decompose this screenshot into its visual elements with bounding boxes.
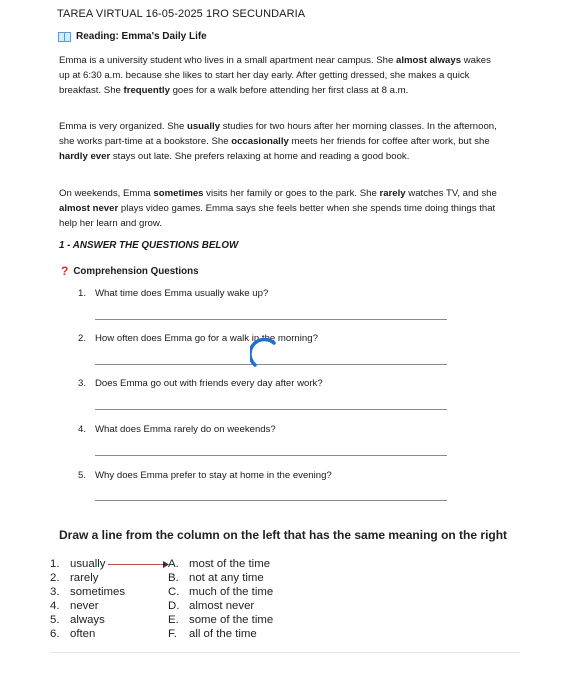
item-number: 6. — [50, 628, 60, 640]
reading-heading-label: Reading: Emma's Daily Life — [76, 31, 207, 42]
answer-line-3[interactable] — [95, 409, 447, 410]
item-number: 5. — [50, 614, 60, 626]
item-number: 2. — [50, 572, 60, 584]
matching-right-item[interactable] — [168, 571, 273, 585]
item-text: not at any time — [189, 572, 264, 584]
paragraph-text: Emma is very organized. She — [59, 121, 187, 132]
question-text: How often does Emma go for a walk in the morning? — [95, 333, 318, 344]
paragraph-text: visits her family or goes to the park. She — [203, 188, 380, 199]
question-text: What does Emma rarely do on weekends? — [95, 424, 276, 435]
question-number: 4. — [78, 424, 87, 435]
answer-section-heading: 1 - ANSWER THE QUESTIONS BELOW — [59, 240, 239, 251]
item-letter: A. — [168, 558, 179, 570]
matching-left-item[interactable] — [50, 627, 125, 641]
matching-right-item[interactable] — [168, 613, 273, 627]
matching-right-column — [168, 557, 273, 641]
item-text: sometimes — [70, 586, 126, 598]
frequency-adverb: almost always — [396, 55, 462, 66]
frequency-adverb: almost never — [59, 202, 119, 214]
answer-line-1[interactable] — [95, 319, 447, 320]
paragraph-text: wakes up at 6:30 a.m. because she likes to start her day early. After getting dressed, she makes a quick breakfast. She — [59, 55, 491, 96]
item-text: usually — [70, 558, 106, 570]
page-divider — [50, 652, 520, 653]
item-text: most of the time — [189, 558, 271, 570]
item-text: always — [70, 614, 105, 626]
paragraph-text: On weekends, Emma — [59, 188, 154, 199]
item-text: rarely — [70, 572, 99, 584]
matching-heading: Draw a line from the column on the left that has the same meaning on the right — [59, 528, 508, 542]
answer-line-5[interactable] — [95, 500, 447, 501]
question-number: 3. — [78, 378, 87, 389]
item-number: 3. — [50, 586, 60, 598]
question-3 — [78, 378, 323, 389]
item-letter: C. — [168, 586, 180, 598]
reading-paragraph-3 — [59, 187, 499, 231]
frequency-adverb: frequently — [123, 84, 170, 96]
frequency-adverb: sometimes — [153, 188, 204, 199]
matching-right-item[interactable] — [168, 627, 273, 641]
question-1 — [78, 288, 268, 299]
item-text: often — [70, 628, 96, 640]
question-2 — [78, 333, 318, 344]
matching-left-item[interactable] — [50, 613, 125, 627]
item-text: some of the time — [189, 614, 274, 626]
matching-connector-arrow — [108, 558, 170, 570]
reading-heading — [58, 31, 207, 42]
question-number: 1. — [78, 288, 87, 299]
matching-right-item[interactable] — [168, 557, 273, 571]
paragraph-text: studies for two hours after her morning classes. In the afternoon, she works part-time at a bookstore. She — [59, 121, 497, 147]
matching-right-item[interactable] — [168, 585, 273, 599]
question-text: What time does Emma usually wake up? — [95, 288, 269, 299]
frequency-adverb: usually — [186, 121, 221, 132]
matching-right-item[interactable] — [168, 599, 273, 613]
paragraph-text: meets her friends for coffee after work, but she — [288, 135, 490, 147]
paragraph-text: plays video games. Emma says she feels better when she spends time doing things that help her learn and grow. — [59, 202, 496, 229]
document-title: TAREA VIRTUAL 16-05-2025 1RO SECUNDARIA — [57, 8, 306, 20]
item-text: much of the time — [189, 586, 274, 598]
paragraph-text: Emma is a university student who lives in a small apartment near campus. She — [59, 55, 396, 66]
matching-left-item[interactable] — [50, 585, 125, 599]
item-letter: D. — [168, 600, 180, 612]
item-text: all of the time — [189, 628, 257, 640]
frequency-adverb: rarely — [379, 188, 406, 199]
frequency-adverb: occasionally — [231, 135, 289, 147]
paragraph-text: goes for a walk before attending her first class at 8 a.m. — [169, 84, 409, 96]
matching-left-item[interactable] — [50, 571, 125, 585]
item-number: 1. — [50, 558, 60, 570]
frequency-adverb: hardly ever — [59, 150, 111, 162]
question-4 — [78, 424, 276, 435]
book-icon — [58, 32, 71, 42]
item-letter: B. — [168, 572, 179, 584]
question-number: 5. — [78, 470, 87, 481]
question-mark-icon: ? — [61, 264, 69, 278]
reading-paragraph-1 — [59, 54, 499, 98]
item-letter: E. — [168, 614, 179, 626]
question-text: Does Emma go out with friends every day after work? — [95, 378, 323, 389]
matching-left-item[interactable] — [50, 599, 125, 613]
question-5 — [78, 470, 332, 481]
comprehension-heading — [61, 264, 199, 278]
loading-spinner-icon — [250, 338, 280, 368]
answer-line-4[interactable] — [95, 455, 447, 456]
comprehension-heading-label: Comprehension Questions — [73, 265, 199, 277]
item-text: almost never — [189, 600, 255, 612]
question-text: Why does Emma prefer to stay at home in the evening? — [95, 470, 332, 481]
item-text: never — [70, 600, 99, 612]
paragraph-text: watches TV, and she — [405, 188, 497, 199]
paragraph-text: stays out late. She prefers relaxing at home and reading a good book. — [110, 150, 410, 162]
item-letter: F. — [168, 628, 177, 640]
item-number: 4. — [50, 600, 60, 612]
reading-paragraph-2 — [59, 120, 499, 164]
question-number: 2. — [78, 333, 87, 344]
